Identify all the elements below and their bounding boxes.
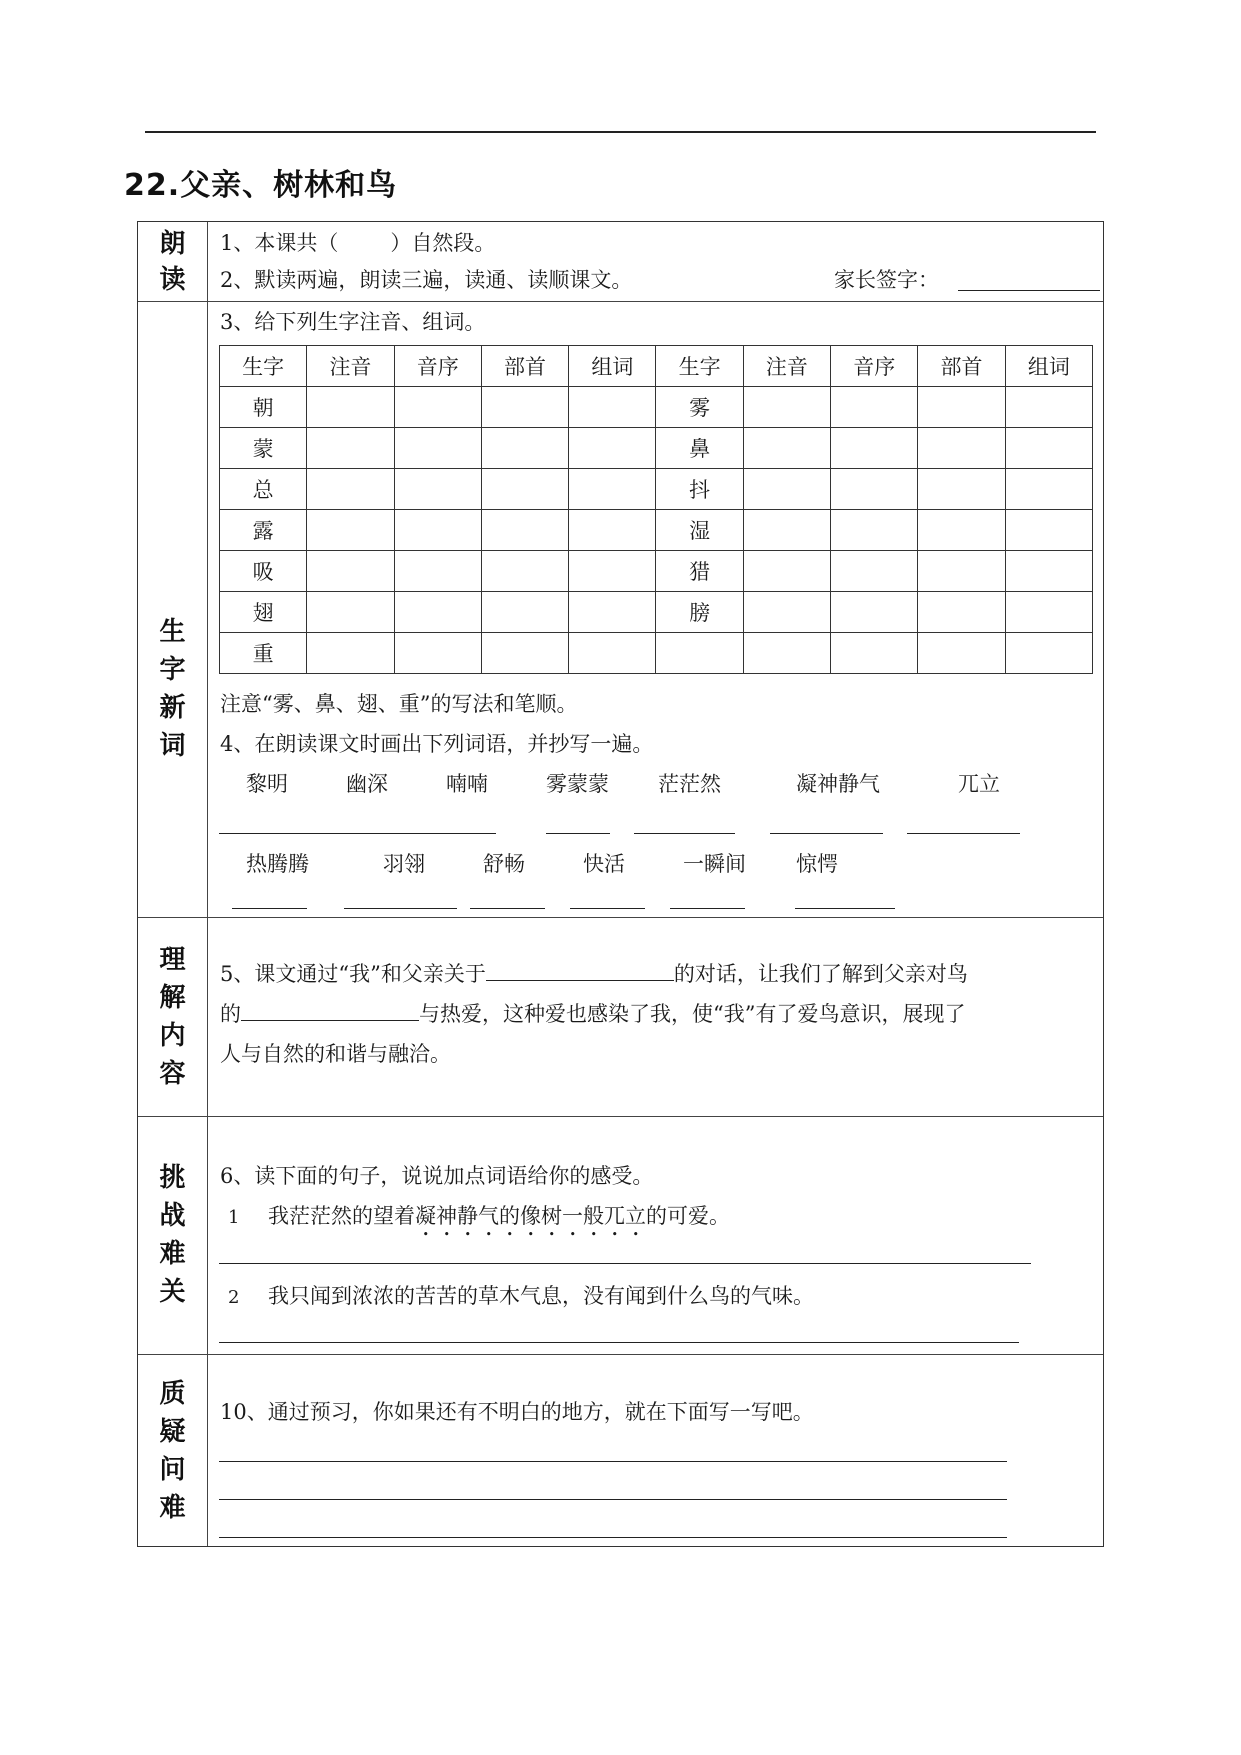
header-cell: 音序 bbox=[831, 346, 918, 387]
phonetic-order-input[interactable] bbox=[831, 592, 918, 633]
section-divider bbox=[138, 301, 1103, 302]
question-line[interactable] bbox=[219, 1537, 1007, 1538]
word-input[interactable] bbox=[1005, 633, 1092, 674]
word-input[interactable] bbox=[1005, 510, 1092, 551]
vocab-word: 快活 bbox=[583, 852, 625, 876]
radical-input[interactable] bbox=[918, 428, 1005, 469]
character-cell: 翅 bbox=[220, 592, 307, 633]
word-input[interactable] bbox=[1005, 551, 1092, 592]
section-label-questions bbox=[138, 1354, 207, 1548]
header-cell: 部首 bbox=[918, 346, 1005, 387]
lesson-title: 22.父亲、树林和鸟 bbox=[124, 168, 398, 203]
worksheet-table bbox=[137, 221, 1104, 1547]
q5-line-2 bbox=[220, 998, 965, 1028]
emphasized-phrase: 凝神静气的像树一般兀立 bbox=[415, 1204, 646, 1228]
vocab-word: 黎明 bbox=[246, 772, 288, 796]
q2-read-aloud: 2、默读两遍，朗读三遍，读通、读顺课文。 bbox=[220, 268, 633, 292]
character-cell: 露 bbox=[220, 510, 307, 551]
label-char: 词 bbox=[159, 731, 186, 761]
pinyin-input[interactable] bbox=[743, 551, 830, 592]
pinyin-input[interactable] bbox=[307, 633, 394, 674]
pinyin-input[interactable] bbox=[307, 428, 394, 469]
q5-line-1 bbox=[220, 958, 968, 988]
question-line[interactable] bbox=[219, 1499, 1007, 1500]
pinyin-input[interactable] bbox=[743, 592, 830, 633]
pinyin-input[interactable] bbox=[307, 469, 394, 510]
q3-instruction: 3、给下列生字注音、组词。 bbox=[220, 310, 486, 334]
phonetic-order-input[interactable] bbox=[831, 633, 918, 674]
vocab-word: 热腾腾 bbox=[246, 852, 309, 876]
radical-input[interactable] bbox=[918, 551, 1005, 592]
copy-line[interactable] bbox=[232, 908, 307, 909]
copy-line[interactable] bbox=[907, 833, 1020, 834]
radical-input[interactable] bbox=[481, 428, 568, 469]
copy-line[interactable] bbox=[344, 908, 457, 909]
label-char: 容 bbox=[159, 1058, 186, 1089]
label-char: 理 bbox=[159, 944, 186, 975]
vocab-word: 喃喃 bbox=[446, 772, 488, 796]
table-header-row bbox=[220, 346, 1093, 387]
phonetic-order-input[interactable] bbox=[831, 428, 918, 469]
label-char: 挑 bbox=[159, 1163, 186, 1193]
character-cell: 膀 bbox=[656, 592, 743, 633]
vocab-word: 舒畅 bbox=[483, 852, 525, 876]
word-input[interactable] bbox=[569, 469, 656, 510]
label-char: 读 bbox=[159, 264, 186, 295]
radical-input[interactable] bbox=[481, 510, 568, 551]
header-cell: 生字 bbox=[220, 346, 307, 387]
copy-line[interactable] bbox=[670, 908, 745, 909]
label-char: 关 bbox=[159, 1277, 186, 1307]
section-divider bbox=[138, 1116, 1103, 1117]
phonetic-order-input[interactable] bbox=[394, 510, 481, 551]
table-row bbox=[220, 387, 1093, 428]
table-row bbox=[220, 633, 1093, 674]
pinyin-input[interactable] bbox=[743, 510, 830, 551]
phonetic-order-input[interactable] bbox=[831, 387, 918, 428]
parent-signature-label: 家长签字： bbox=[834, 268, 939, 292]
q1-suffix: ）自然段。 bbox=[390, 231, 496, 255]
header-cell: 生字 bbox=[656, 346, 743, 387]
vocab-word: 幽深 bbox=[346, 772, 388, 796]
character-cell: 重 bbox=[220, 633, 307, 674]
character-cell: 鼻 bbox=[656, 428, 743, 469]
label-column-divider bbox=[207, 222, 208, 1546]
section-label-new-words bbox=[138, 301, 207, 917]
vocab-word: 茫茫然 bbox=[658, 772, 721, 796]
section-label-challenge bbox=[138, 1116, 207, 1354]
section-divider bbox=[138, 917, 1103, 918]
item-marker: 1 bbox=[228, 1207, 240, 1228]
radical-input[interactable] bbox=[481, 387, 568, 428]
label-char: 生 bbox=[159, 617, 186, 647]
stroke-order-note: 注意“雾、鼻、翅、重”的写法和笔顺。 bbox=[220, 692, 578, 716]
character-cell: 吸 bbox=[220, 551, 307, 592]
word-input[interactable] bbox=[569, 633, 656, 674]
character-cell: 抖 bbox=[656, 469, 743, 510]
copy-line[interactable] bbox=[770, 833, 883, 834]
table-row bbox=[220, 469, 1093, 510]
label-char: 疑 bbox=[159, 1417, 186, 1447]
table-row bbox=[220, 428, 1093, 469]
radical-input[interactable] bbox=[481, 592, 568, 633]
q5-blank-feeling[interactable] bbox=[241, 1002, 419, 1021]
section-label-reading bbox=[138, 222, 207, 301]
word-input[interactable] bbox=[569, 387, 656, 428]
table-row bbox=[220, 510, 1093, 551]
phonetic-order-input[interactable] bbox=[394, 469, 481, 510]
item-marker: 2 bbox=[228, 1287, 240, 1308]
q4-instruction: 4、在朗读课文时画出下列词语，并抄写一遍。 bbox=[220, 732, 654, 756]
header-cell: 音序 bbox=[394, 346, 481, 387]
word-input[interactable] bbox=[569, 428, 656, 469]
radical-input[interactable] bbox=[918, 469, 1005, 510]
vocab-word: 惊愕 bbox=[796, 852, 838, 876]
q5-text: 的对话，让我们了解到父亲对鸟 bbox=[673, 962, 968, 986]
q6-instruction: 6、读下面的句子，说说加点词语给你的感受。 bbox=[220, 1164, 654, 1188]
q5-blank-topic[interactable] bbox=[486, 962, 674, 981]
character-cell: 蒙 bbox=[220, 428, 307, 469]
character-table bbox=[219, 345, 1093, 674]
character-cell: 朝 bbox=[220, 387, 307, 428]
phonetic-order-input[interactable] bbox=[394, 387, 481, 428]
section-divider bbox=[138, 1354, 1103, 1355]
pinyin-input[interactable] bbox=[307, 510, 394, 551]
q5-text: 的 bbox=[220, 1002, 241, 1026]
q10-instruction: 10、通过预习，你如果还有不明白的地方，就在下面写一写吧。 bbox=[220, 1400, 814, 1424]
radical-input[interactable] bbox=[918, 633, 1005, 674]
radical-input[interactable] bbox=[481, 551, 568, 592]
radical-input[interactable] bbox=[481, 633, 568, 674]
label-char: 难 bbox=[159, 1493, 186, 1523]
q1-prefix: 1、本课共（ bbox=[220, 231, 339, 255]
question-line[interactable] bbox=[219, 1461, 1007, 1462]
pinyin-input[interactable] bbox=[743, 428, 830, 469]
table-row bbox=[220, 592, 1093, 633]
word-input[interactable] bbox=[569, 510, 656, 551]
radical-input[interactable] bbox=[481, 469, 568, 510]
label-char: 战 bbox=[159, 1201, 186, 1231]
pinyin-input[interactable] bbox=[743, 633, 830, 674]
section-label-comprehension bbox=[138, 917, 207, 1116]
label-char: 解 bbox=[159, 982, 186, 1013]
label-char: 字 bbox=[159, 655, 186, 685]
character-cell: 雾 bbox=[656, 387, 743, 428]
radical-input[interactable] bbox=[918, 387, 1005, 428]
character-cell bbox=[656, 633, 743, 674]
answer-line[interactable] bbox=[219, 1263, 1031, 1264]
header-rule bbox=[145, 131, 1096, 133]
pinyin-input[interactable] bbox=[307, 551, 394, 592]
q5-line-3: 人与自然的和谐与融洽。 bbox=[220, 1042, 451, 1066]
header-cell: 部首 bbox=[481, 346, 568, 387]
pinyin-input[interactable] bbox=[307, 387, 394, 428]
parent-signature-field[interactable] bbox=[958, 290, 1100, 291]
phonetic-order-input[interactable] bbox=[831, 510, 918, 551]
copy-line[interactable] bbox=[795, 908, 895, 909]
copy-line[interactable] bbox=[570, 908, 645, 909]
label-char: 内 bbox=[159, 1020, 186, 1051]
label-char: 质 bbox=[159, 1379, 186, 1409]
copy-line[interactable] bbox=[470, 908, 545, 909]
q5-text: 5、课文通过“我”和父亲关于 bbox=[220, 962, 486, 986]
header-cell: 组词 bbox=[569, 346, 656, 387]
vocab-word: 羽翎 bbox=[383, 852, 425, 876]
phonetic-order-input[interactable] bbox=[831, 469, 918, 510]
word-input[interactable] bbox=[569, 551, 656, 592]
copy-line[interactable] bbox=[546, 833, 610, 834]
phonetic-order-input[interactable] bbox=[394, 592, 481, 633]
pinyin-input[interactable] bbox=[307, 592, 394, 633]
answer-line[interactable] bbox=[219, 1342, 1019, 1343]
word-input[interactable] bbox=[569, 592, 656, 633]
vocab-word: 兀立 bbox=[958, 772, 1000, 796]
label-char: 难 bbox=[159, 1239, 186, 1269]
vocab-word: 雾蒙蒙 bbox=[546, 772, 609, 796]
radical-input[interactable] bbox=[918, 592, 1005, 633]
sentence-text: 我只闻到浓浓的苦苦的草木气息，没有闻到什么鸟的气味。 bbox=[268, 1284, 814, 1308]
label-char: 新 bbox=[159, 693, 186, 723]
phonetic-order-input[interactable] bbox=[831, 551, 918, 592]
copy-line[interactable] bbox=[634, 833, 735, 834]
sentence-text: 的可爱。 bbox=[646, 1204, 730, 1228]
radical-input[interactable] bbox=[918, 510, 1005, 551]
word-input[interactable] bbox=[1005, 428, 1092, 469]
word-input[interactable] bbox=[1005, 469, 1092, 510]
sentence-1 bbox=[228, 1200, 730, 1241]
pinyin-input[interactable] bbox=[743, 387, 830, 428]
character-cell: 总 bbox=[220, 469, 307, 510]
label-char: 朗 bbox=[159, 228, 186, 259]
phonetic-order-input[interactable] bbox=[394, 633, 481, 674]
header-cell: 组词 bbox=[1005, 346, 1092, 387]
vocab-word: 一瞬间 bbox=[683, 852, 746, 876]
table-row bbox=[220, 551, 1093, 592]
vocab-word: 凝神静气 bbox=[796, 772, 880, 796]
phonetic-order-input[interactable] bbox=[394, 428, 481, 469]
sentence-text: 我茫茫然的望着 bbox=[268, 1204, 415, 1228]
word-input[interactable] bbox=[1005, 592, 1092, 633]
character-cell: 湿 bbox=[656, 510, 743, 551]
phonetic-order-input[interactable] bbox=[394, 551, 481, 592]
sentence-2 bbox=[228, 1280, 814, 1310]
copy-line[interactable] bbox=[219, 833, 496, 834]
label-char: 问 bbox=[159, 1455, 186, 1485]
word-input[interactable] bbox=[1005, 387, 1092, 428]
q5-text: 与热爱，这种爱也感染了我，使“我”有了爱鸟意识，展现了 bbox=[419, 1002, 966, 1026]
character-cell: 猎 bbox=[656, 551, 743, 592]
pinyin-input[interactable] bbox=[743, 469, 830, 510]
q1-paragraph-count bbox=[220, 227, 495, 257]
header-cell: 注音 bbox=[743, 346, 830, 387]
header-cell: 注音 bbox=[307, 346, 394, 387]
